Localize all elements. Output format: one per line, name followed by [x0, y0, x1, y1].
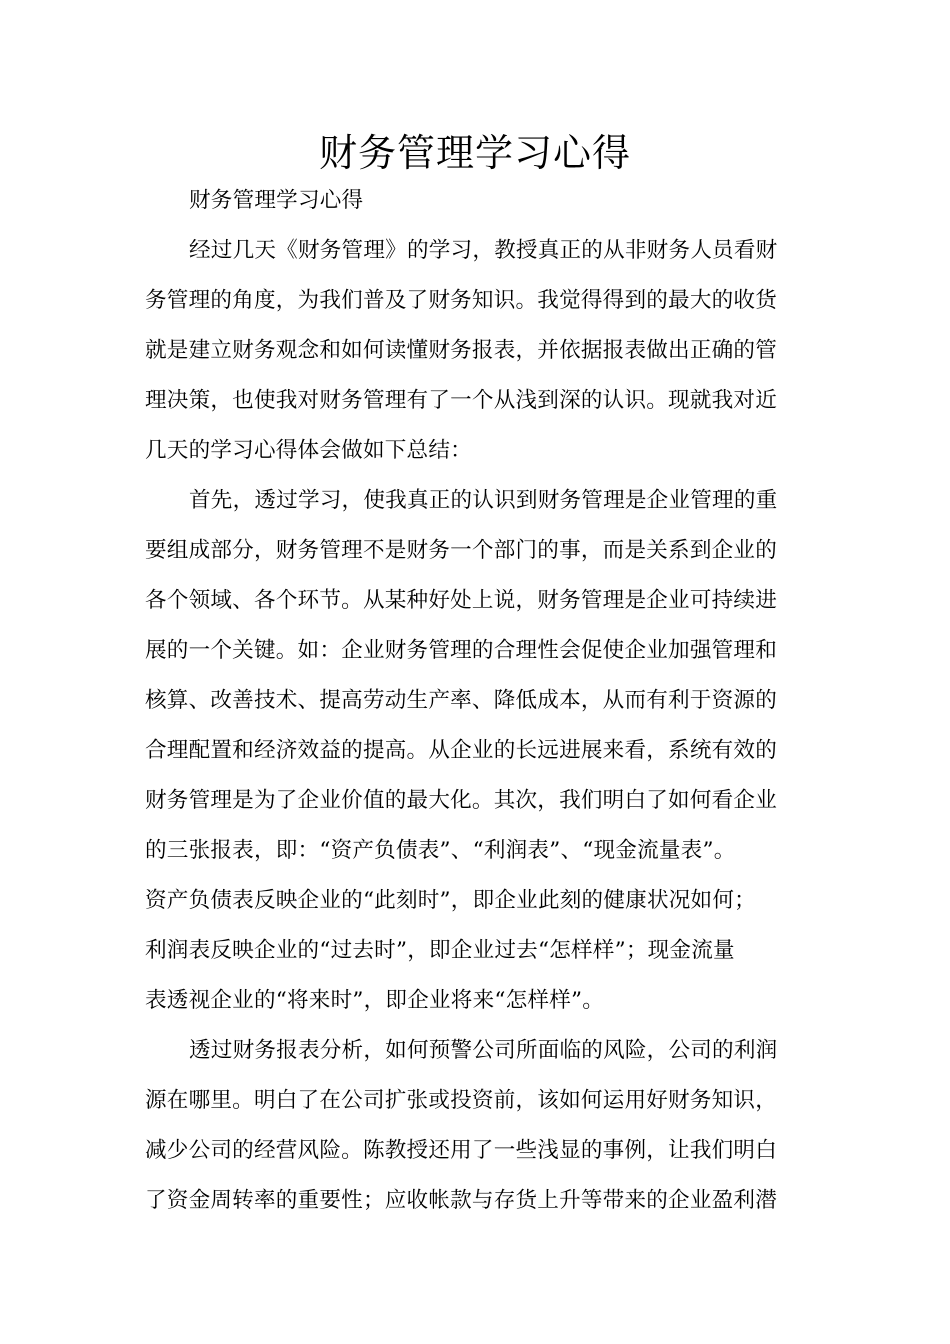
paragraph-1-line-2: 务管理的角度，为我们普及了财务知识。我觉得得到的最大的收货	[145, 288, 778, 313]
paragraph-2-line-7: 财务管理是为了企业价值的最大化。其次，我们明白了如何看企业	[145, 788, 778, 813]
paragraph-1-line-4: 理决策，也使我对财务管理有了一个从浅到深的认识。现就我对近	[145, 388, 778, 413]
paragraph-2-line-11: 表透视企业的“将来时”，即企业将来“怎样样”。	[145, 988, 605, 1013]
paragraph-3-line-1: 透过财务报表分析，如何预警公司所面临的风险，公司的利润	[189, 1038, 778, 1063]
paragraph-2-line-1: 首先，透过学习，使我真正的认识到财务管理是企业管理的重	[189, 488, 778, 513]
paragraph-1-line-1: 经过几天《财务管理》的学习，教授真正的从非财务人员看财	[189, 238, 778, 263]
paragraph-2-line-4: 展的一个关键。如：企业财务管理的合理性会促使企业加强管理和	[145, 638, 778, 663]
paragraph-3-line-4: 了资金周转率的重要性；应收帐款与存货上升等带来的企业盈利潜	[145, 1188, 778, 1213]
paragraph-2-line-8: 的三张报表，即：“资产负债表”、“利润表”、“现金流量表”。	[145, 838, 736, 863]
paragraph-1-line-5: 几天的学习心得体会做如下总结：	[145, 438, 472, 463]
paragraph-1-line-3: 就是建立财务观念和如何读懂财务报表，并依据报表做出正确的管	[145, 338, 778, 363]
document-subtitle: 财务管理学习心得	[189, 188, 364, 213]
paragraph-2-line-2: 要组成部分，财务管理不是财务一个部门的事，而是关系到企业的	[145, 538, 778, 563]
paragraph-2-line-9: 资产负债表反映企业的“此刻时”，即企业此刻的健康状况如何；	[145, 888, 756, 913]
paragraph-2-line-3: 各个领域、各个环节。从某种好处上说，财务管理是企业可持续进	[145, 588, 778, 613]
paragraph-3-line-3: 减少公司的经营风险。陈教授还用了一些浅显的事例，让我们明白	[145, 1138, 778, 1163]
paragraph-2-line-10: 利润表反映企业的“过去时”，即企业过去“怎样样”；现金流量	[145, 938, 735, 963]
paragraph-2-line-6: 合理配置和经济效益的提高。从企业的长远进展来看，系统有效的	[145, 738, 778, 763]
paragraph-2-line-5: 核算、改善技术、提高劳动生产率、降低成本，从而有利于资源的	[145, 688, 778, 713]
document-title: 财务管理学习心得	[318, 131, 631, 175]
paragraph-3-line-2: 源在哪里。明白了在公司扩张或投资前，该如何运用好财务知识，	[145, 1088, 778, 1113]
